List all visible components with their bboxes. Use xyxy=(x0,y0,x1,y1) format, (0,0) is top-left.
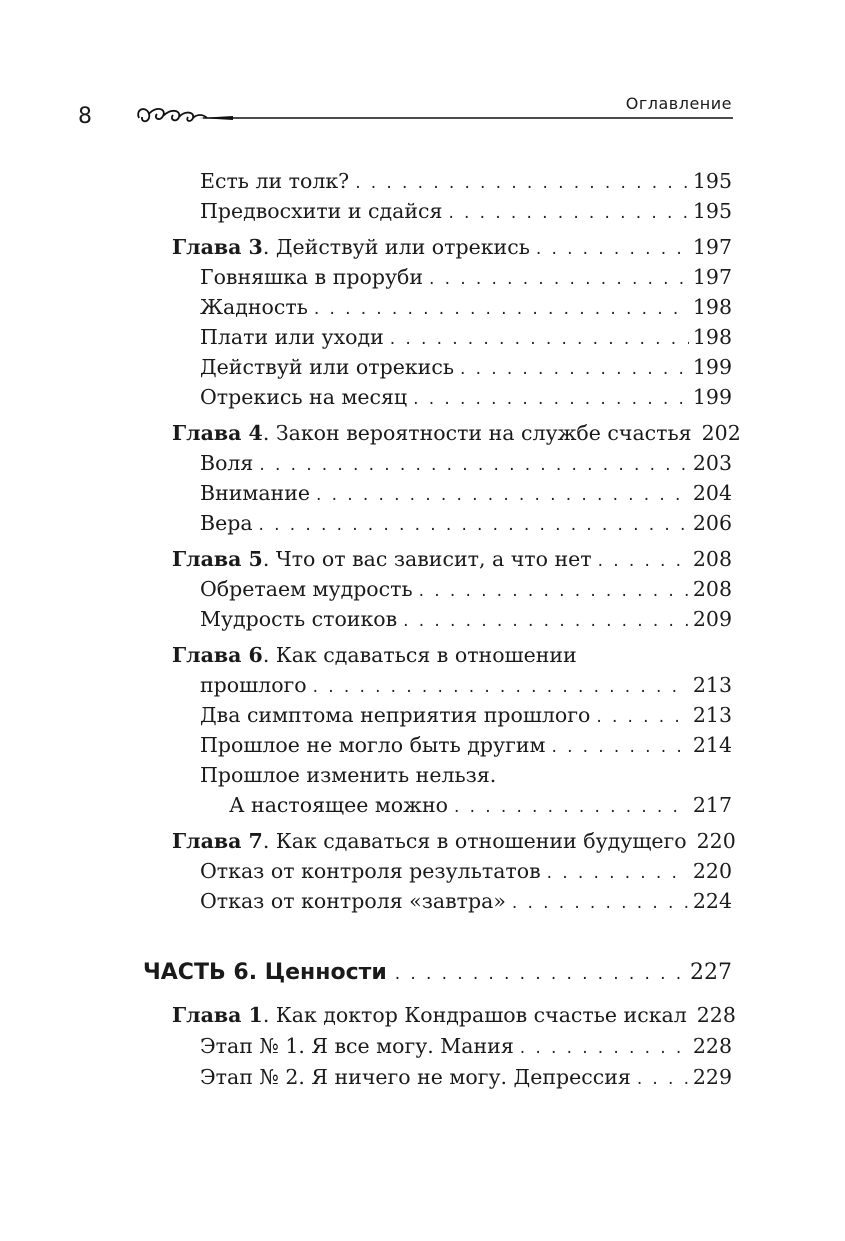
dot-leader xyxy=(596,702,689,732)
dot-leader xyxy=(429,264,689,294)
toc-entry-page: 228 xyxy=(696,1003,736,1027)
toc-entry[interactable] xyxy=(200,352,732,382)
toc-entry-title: Мудрость стоиков xyxy=(200,607,398,631)
chapter-label: Глава 6 xyxy=(172,643,263,667)
toc-entry[interactable] xyxy=(200,478,732,508)
toc-entry-title: Внимание xyxy=(200,481,311,505)
toc-entry-title: . Как сдаваться в отношении будущего xyxy=(262,829,687,853)
toc-entry[interactable] xyxy=(200,574,732,604)
dot-leader xyxy=(314,294,689,324)
toc-chapter-entry[interactable] xyxy=(172,232,732,262)
toc-entry-title: Жадность xyxy=(200,295,308,319)
toc-entry[interactable] xyxy=(200,730,732,760)
toc-entry-page: 228 xyxy=(692,1034,732,1058)
toc-entry-page: 209 xyxy=(692,607,732,631)
chapter-label: Глава 7 xyxy=(172,829,263,853)
dot-leader xyxy=(460,354,689,384)
toc-entry-page: 195 xyxy=(692,169,732,193)
toc-entry-page: 227 xyxy=(690,960,732,985)
toc-entry-title: . Что от вас зависит, а что нет xyxy=(262,547,592,571)
toc-entry-page: 198 xyxy=(692,295,732,319)
dot-leader xyxy=(512,888,689,918)
dot-leader xyxy=(448,198,688,228)
toc-entry-title: Вера xyxy=(200,511,253,535)
toc-entry-title: . Как доктор Кондрашов счастье искал xyxy=(262,1003,687,1027)
toc-entry[interactable] xyxy=(200,262,732,292)
toc-entry-page: 198 xyxy=(692,325,732,349)
toc-entry-page: 206 xyxy=(692,511,732,535)
toc-chapter-entry-line1[interactable] xyxy=(172,640,577,670)
toc-entry-page: 213 xyxy=(692,673,732,697)
dot-leader xyxy=(520,1033,689,1063)
toc-entry-title: Есть ли толк? xyxy=(200,169,350,193)
dot-leader xyxy=(355,168,689,198)
toc-entry-title: Отказ от контроля результатов xyxy=(200,859,541,883)
toc-chapter-entry[interactable] xyxy=(172,418,741,448)
toc-entry-page: 213 xyxy=(692,703,732,727)
toc-entry-title: Прошлое не могло быть другим xyxy=(200,733,546,757)
dot-leader xyxy=(551,732,688,762)
toc-entry-title: Два симптома неприятия прошлого xyxy=(200,703,591,727)
toc-entry-title: Обретаем мудрость xyxy=(200,577,413,601)
toc-entry-page: 220 xyxy=(692,859,732,883)
toc-entry-page: 195 xyxy=(692,199,732,223)
toc-entry-page: 214 xyxy=(692,733,732,757)
toc-entry-title: Воля xyxy=(200,451,254,475)
toc-entry-page: 202 xyxy=(701,421,741,445)
toc-entry-title-cont: А настоящее можно xyxy=(229,793,449,817)
chapter-label: Глава 3 xyxy=(172,235,263,259)
toc-entry[interactable] xyxy=(200,856,732,886)
toc-entry-title: Отказ от контроля «завтра» xyxy=(200,889,506,913)
toc-entry-continuation[interactable] xyxy=(200,670,732,700)
toc-entry-title-cont: прошлого xyxy=(200,673,307,697)
toc-entry-page: 197 xyxy=(692,265,732,289)
toc-part-title: . Ценности xyxy=(248,960,387,985)
page-number: 8 xyxy=(78,104,92,129)
chapter-label: Глава 4 xyxy=(172,421,263,445)
dot-leader xyxy=(316,480,689,510)
toc-entry[interactable] xyxy=(200,292,732,322)
chapter-label: Глава 1 xyxy=(172,1003,263,1027)
dot-leader xyxy=(390,324,689,354)
toc-entry-title: . Как сдаваться в отношении xyxy=(262,643,577,667)
toc-part-entry[interactable] xyxy=(143,956,732,990)
dot-leader xyxy=(313,672,689,702)
dot-leader xyxy=(454,792,689,822)
toc-entry-page: 229 xyxy=(692,1065,732,1089)
toc-entry[interactable] xyxy=(200,604,732,634)
toc-entry-title: Говняшка в проруби xyxy=(200,265,424,289)
chapter-label: Глава 5 xyxy=(172,547,263,571)
toc-entry[interactable] xyxy=(200,886,732,916)
dot-leader xyxy=(536,234,689,264)
toc-entry-page: 220 xyxy=(696,829,736,853)
part-label: ЧАСТЬ 6 xyxy=(143,960,249,985)
dot-leader xyxy=(637,1064,689,1094)
toc-entry-page: 199 xyxy=(692,385,732,409)
toc-entry[interactable] xyxy=(200,322,732,352)
toc-entry[interactable] xyxy=(200,700,732,730)
toc-entry-page: 208 xyxy=(692,547,732,571)
toc-entry-page: 204 xyxy=(692,481,732,505)
toc-entry[interactable] xyxy=(200,1062,732,1092)
toc-entry-page: 199 xyxy=(692,355,732,379)
toc-entry-title: Предвосхити и сдайся xyxy=(200,199,443,223)
toc-entry[interactable] xyxy=(200,508,732,538)
dot-leader xyxy=(395,957,686,991)
dot-leader xyxy=(259,510,689,540)
toc-entry-title: Отрекись на месяц xyxy=(200,385,408,409)
toc-entry-page: 197 xyxy=(692,235,732,259)
toc-entry[interactable] xyxy=(200,448,732,478)
toc-entry-line1[interactable]: Прошлое изменить нельзя. xyxy=(200,763,497,787)
toc-entry-title: . Закон вероятности на службе счастья xyxy=(262,421,692,445)
toc-entry[interactable] xyxy=(200,382,732,412)
running-head: Оглавление xyxy=(625,94,732,113)
dot-leader xyxy=(413,384,689,414)
toc-entry-title: . Действуй или отрекись xyxy=(262,235,530,259)
toc-entry-page: 208 xyxy=(692,577,732,601)
toc-entry[interactable] xyxy=(200,166,732,196)
toc-chapter-entry[interactable] xyxy=(172,826,736,856)
toc-entry-title: Действуй или отрекись xyxy=(200,355,454,379)
toc-entry-page: 217 xyxy=(692,793,732,817)
toc-entry-title: Плати или уходи xyxy=(200,325,384,349)
dot-leader xyxy=(547,858,689,888)
dot-leader xyxy=(419,576,689,606)
toc-entry[interactable] xyxy=(200,1031,732,1061)
toc-entry-title: Этап № 2. Я ничего не могу. Депрессия xyxy=(200,1065,631,1089)
dot-leader xyxy=(259,450,688,480)
toc-entry-page: 224 xyxy=(692,889,732,913)
dot-leader xyxy=(598,546,689,576)
toc-entry-continuation[interactable] xyxy=(229,790,732,820)
toc-entry[interactable] xyxy=(200,196,732,226)
toc-entry-page: 203 xyxy=(692,451,732,475)
dot-leader xyxy=(403,606,689,636)
toc-entry-title: Этап № 1. Я все могу. Мания xyxy=(200,1034,514,1058)
toc-chapter-entry[interactable] xyxy=(172,1000,736,1030)
toc-chapter-entry[interactable] xyxy=(172,544,732,574)
